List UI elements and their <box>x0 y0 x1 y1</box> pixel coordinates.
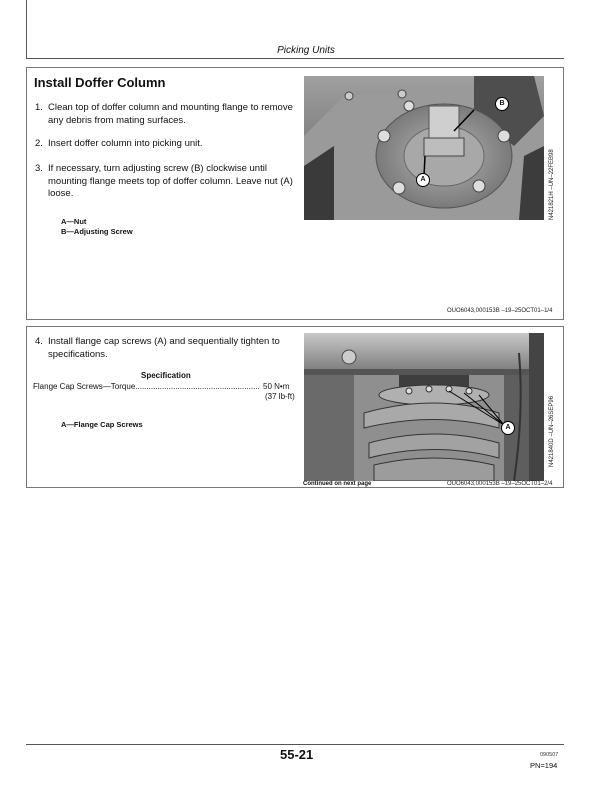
procedure-block-2 <box>26 326 564 488</box>
reference-code: OUO6043,000153B –19–25OCT01–1/4 <box>447 308 553 314</box>
continued-note: Continued on next page <box>303 481 372 487</box>
footer-pn: PN=194 <box>530 761 558 770</box>
step-text: Clean top of doffer column and mounting flange to remove any debris from mating surfaces. <box>48 102 293 126</box>
section-title: Picking Units <box>277 45 335 56</box>
doffer-column-illustration <box>304 76 544 220</box>
step-text: Install flange cap screws (A) and sequentially tighten to specifications. <box>48 336 280 360</box>
callout-b <box>495 97 509 111</box>
step-3 <box>35 163 310 203</box>
flange-cap-screws-photo <box>304 333 544 481</box>
step-4 <box>35 336 310 364</box>
spec-dots: ........................................................ <box>135 382 260 391</box>
step-number: 1. <box>35 102 43 113</box>
spec-heading: Specification <box>141 371 191 380</box>
reference-code: OUO6043,000153B –19–25OCT01–2/4 <box>447 481 553 487</box>
step-2 <box>35 138 310 152</box>
image-id: N421821H –UN–22FEB98 <box>549 149 555 220</box>
spec-value: 50 N•m <box>263 382 290 391</box>
footer-code: 090507 <box>540 752 559 758</box>
step-text: If necessary, turn adjusting screw (B) clockwise until mounting flange meets top of doffer column. Leave nut (A) loose. <box>48 163 293 199</box>
step-number: 4. <box>35 336 43 347</box>
callout-a <box>416 173 430 187</box>
footer-rule <box>26 744 564 745</box>
callout-a <box>501 421 515 435</box>
image-id: N421840D –UN–26SEP96 <box>549 395 555 467</box>
spec-value-alt: (37 lb-ft) <box>265 392 295 401</box>
callout-label: B <box>499 100 505 107</box>
legend-item: A—Nut <box>61 217 87 226</box>
callout-label: A <box>505 424 511 431</box>
step-number: 2. <box>35 138 43 149</box>
step-number: 3. <box>35 163 43 174</box>
block-title: Install Doffer Column <box>34 75 166 90</box>
step-text: Insert doffer column into picking unit. <box>48 138 203 149</box>
callout-label: A <box>420 176 426 183</box>
spec-label: Flange Cap Screws—Torque <box>33 382 136 391</box>
spec-row <box>33 382 297 391</box>
step-1 <box>35 102 310 130</box>
page-number: 55-21 <box>280 747 314 762</box>
doffer-column-photo <box>304 76 544 220</box>
header-rule <box>26 58 564 59</box>
legend-item: A—Flange Cap Screws <box>61 420 143 429</box>
procedure-block-1 <box>26 67 564 320</box>
legend-item: B—Adjusting Screw <box>61 227 133 236</box>
flange-cap-screws-illustration <box>304 333 544 481</box>
